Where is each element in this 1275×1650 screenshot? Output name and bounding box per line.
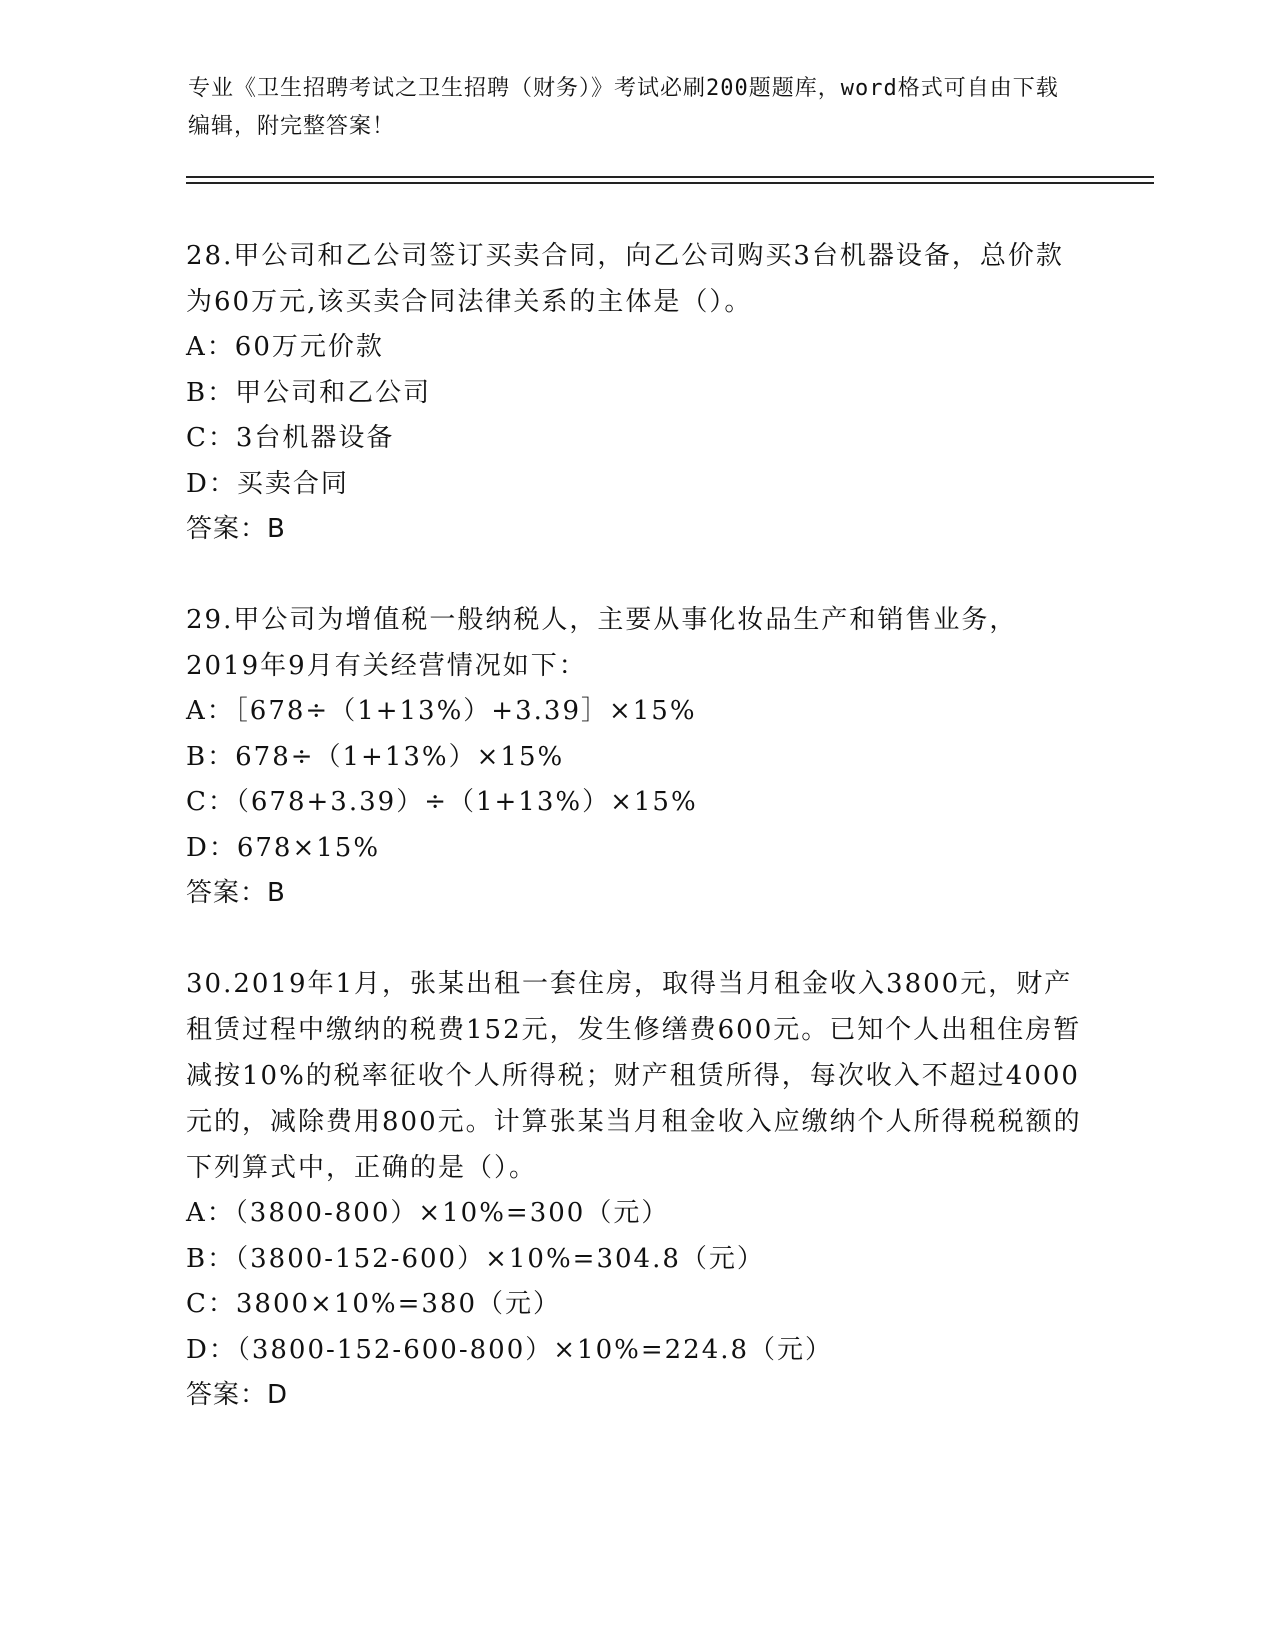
question-30 [186, 961, 1086, 1419]
question-text: 30.2019年1月，张某出租一套住房，取得当月租金收入3800元，财产租赁过程中缴纳的税费152元，发生修缮费600元。已知个人出租住房暂减按10%的税率征收个人所得税；财产租赁所得，每次收入不超过4000元的，减除费用800元。计算张某当月租金收入应缴纳个人所得税税额的下列算式中，正确的是（）。 [186, 969, 1082, 1183]
question-text: 29.甲公司为增值税一般纳税人，主要从事化妆品生产和销售业务，2019年9月有关经营情况如下： [186, 605, 1018, 681]
answer: 答案：D [186, 1380, 289, 1410]
option-d: D：678×15% [186, 832, 381, 863]
option-b: B：678÷（1+13%）×15% [186, 741, 565, 772]
option-b: B：甲公司和乙公司 [186, 377, 432, 408]
option-b: B：（3800-152-600）×10%=304.8（元） [186, 1243, 765, 1274]
answer: 答案：B [186, 514, 286, 544]
question-29 [186, 597, 1086, 917]
option-d: D：买卖合同 [186, 468, 349, 499]
header-rule-bottom [186, 182, 1154, 184]
option-c: C：3800×10%=380（元） [186, 1289, 562, 1319]
answer: 答案：B [186, 878, 286, 908]
option-a: A：［678÷（1+13%）+3.39］×15% [186, 696, 697, 726]
option-a: A：（3800-800）×10%=300（元） [186, 1198, 670, 1228]
option-c: C：（678+3.39）÷（1+13%）×15% [186, 787, 698, 817]
question-28 [186, 233, 1086, 553]
header-rule-top [186, 176, 1154, 178]
option-c: C：3台机器设备 [186, 423, 395, 453]
question-text: 28.甲公司和乙公司签订买卖合同，向乙公司购买3台机器设备，总价款为60万元,该买卖合同法律关系的主体是（）。 [186, 241, 1064, 317]
document-header: 专业《卫生招聘考试之卫生招聘（财务）》考试必刷200题题库，word格式可自由下载编辑，附完整答案！ [188, 76, 1059, 139]
option-d: D：（3800-152-600-800）×10%=224.8（元） [186, 1334, 834, 1365]
option-a: A：60万元价款 [186, 332, 384, 362]
